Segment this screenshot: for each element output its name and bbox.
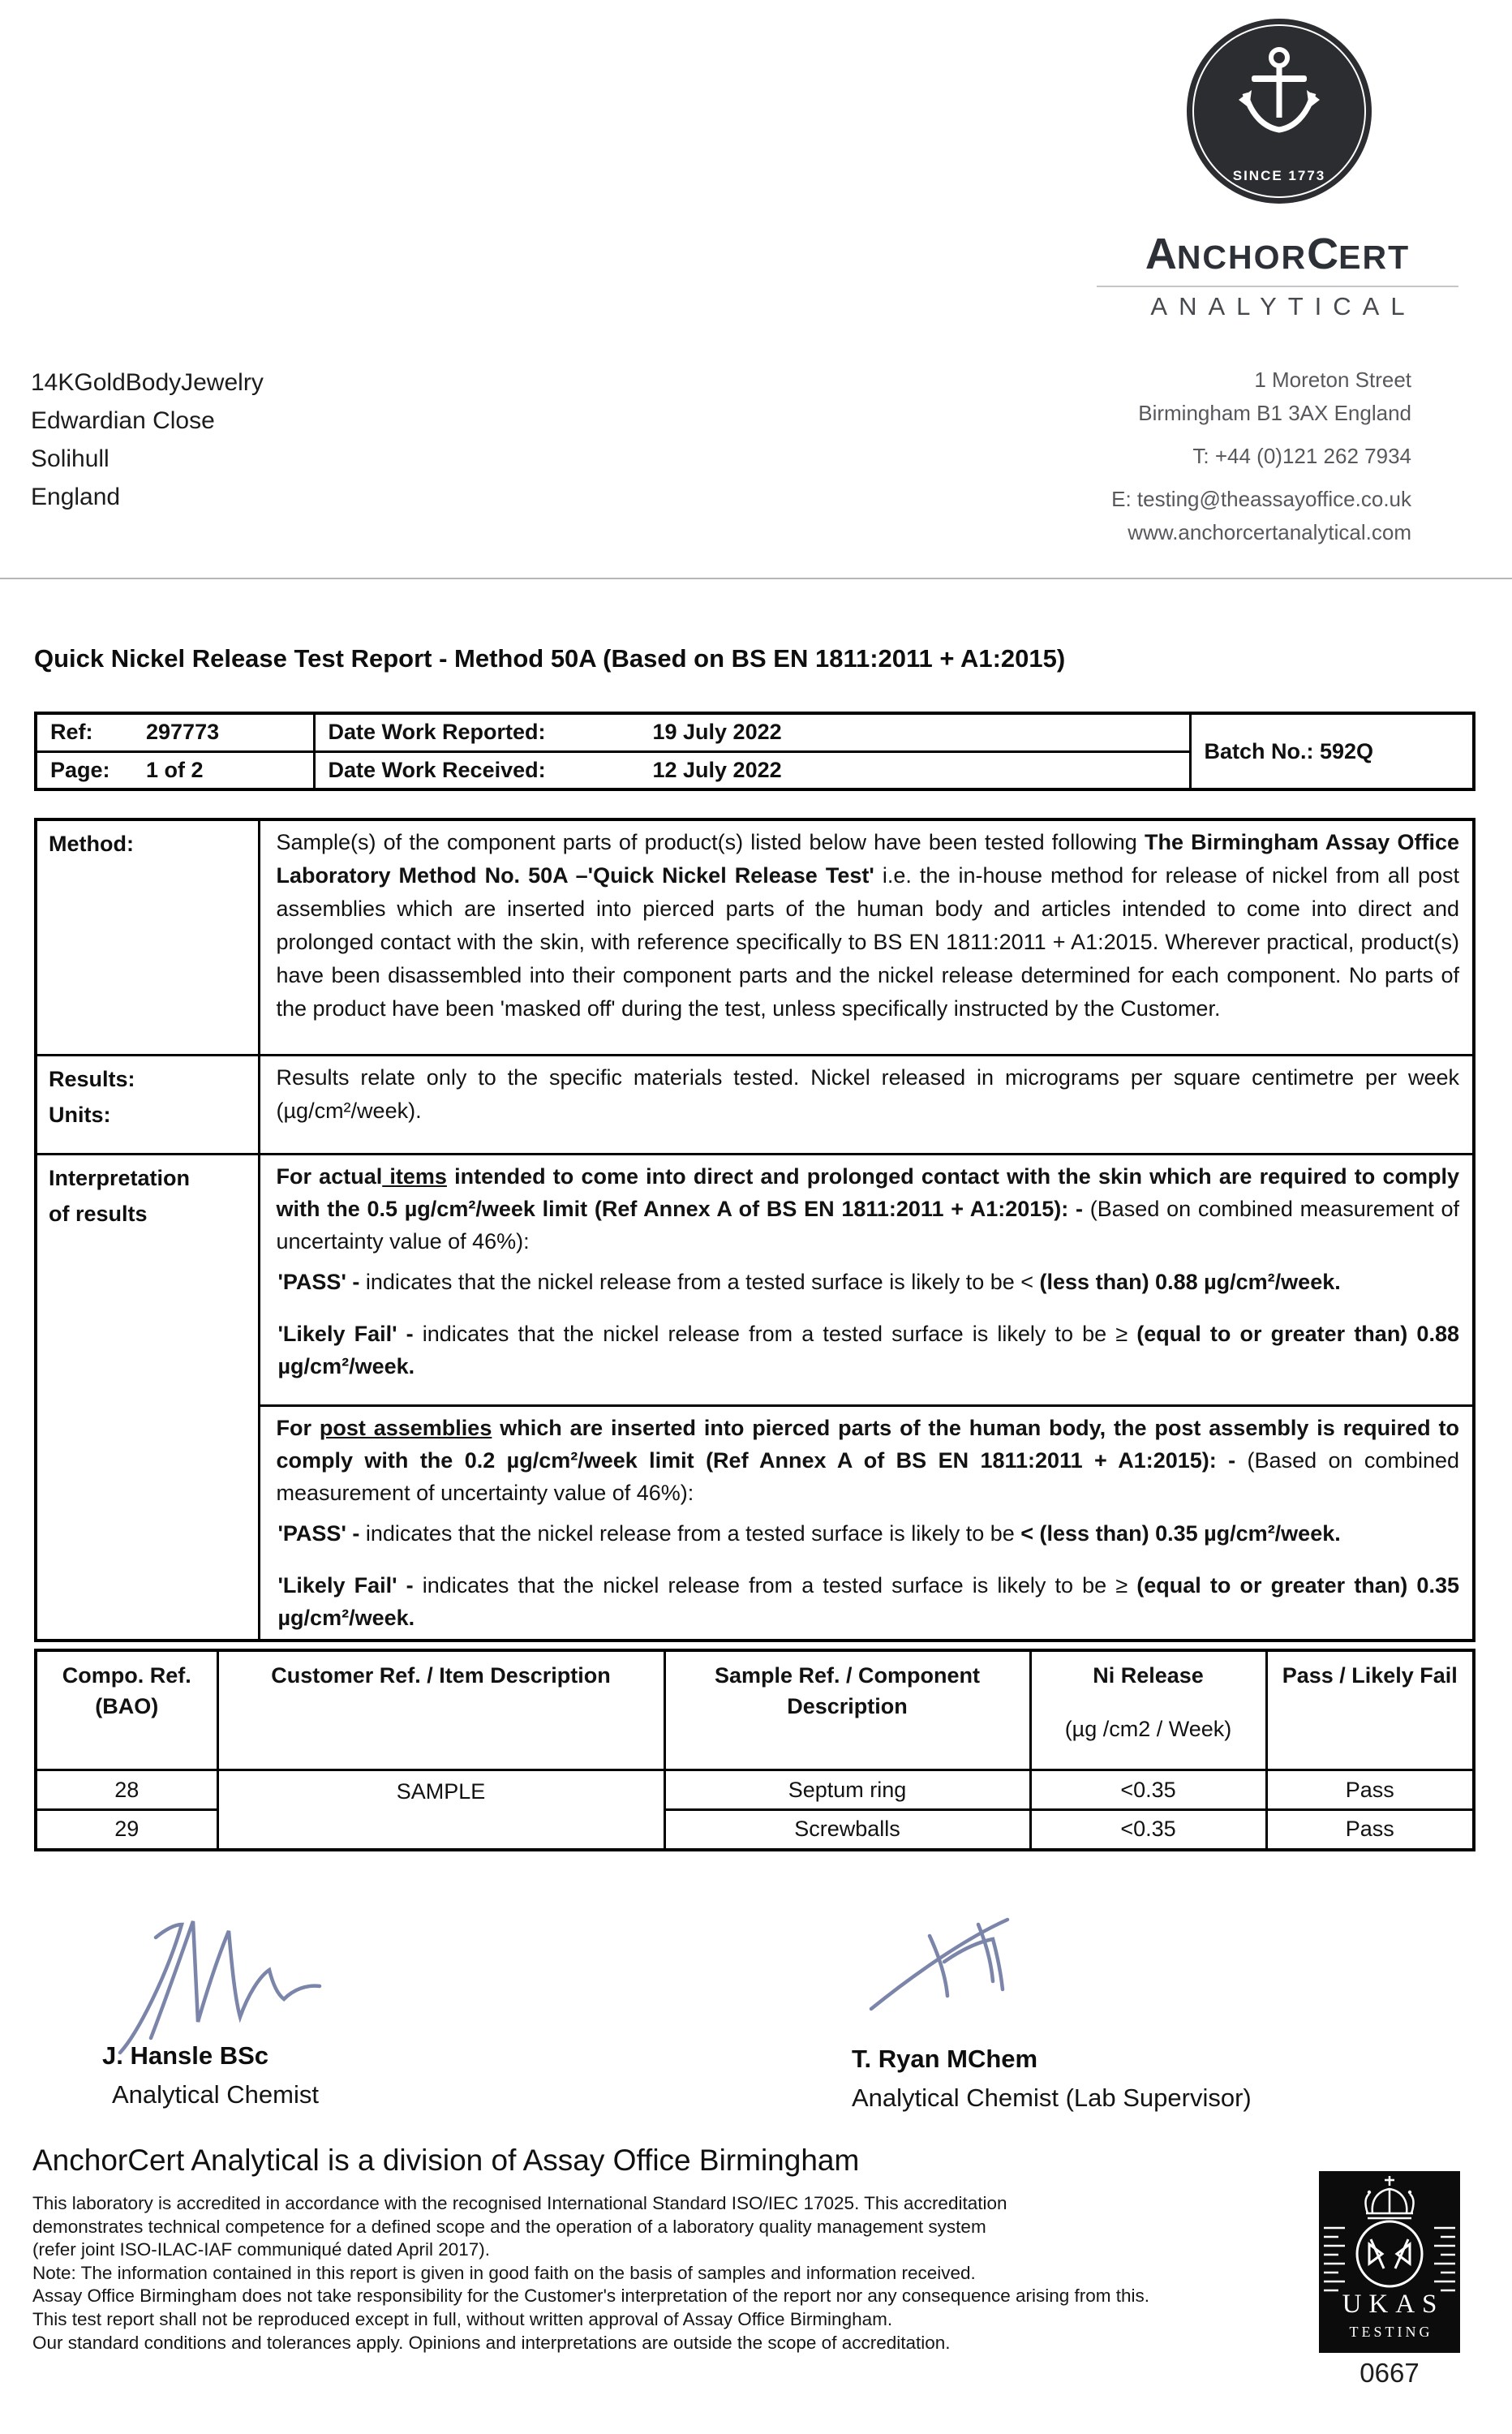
col-sample-ref: Sample Ref. / Component Description (664, 1650, 1030, 1770)
col-customer-ref: Customer Ref. / Item Description (217, 1650, 664, 1770)
table-row (36, 1770, 1474, 1810)
sample-ref-value: Septum ring (664, 1770, 1030, 1810)
ukas-accreditation-number: 0667 (1360, 2358, 1420, 2388)
results-table (34, 1649, 1475, 1851)
brand-wordmark (1087, 229, 1468, 279)
date-received-value: 12 July 2022 (652, 757, 782, 782)
compo-ref-value: 28 (36, 1770, 217, 1810)
signatory-name-right: T. Ryan MChem (852, 2045, 1038, 2073)
lab-contact-block (1006, 363, 1411, 549)
header-divider (0, 578, 1512, 579)
method-table (34, 818, 1475, 1642)
page-cell (36, 751, 314, 789)
page-label: Page: (50, 757, 110, 782)
report-title: Quick Nickel Release Test Report - Method 50A (Based on BS EN 1811:2011 + A1:2015) (34, 644, 1066, 673)
disclaimer-line: This laboratory is accredited in accordance with the recognised International Standard ISO/IEC 17025. This accreditation (32, 2193, 1007, 2213)
ref-cell (36, 713, 314, 751)
wordmark-letter: C (1307, 230, 1339, 278)
items-limit-text: For actual items intended to come into direct and prolonged contact with the skin which are required to comply with the 0.5 µg/cm²/week limit (Ref Annex A of BS EN 1811:2011 + A1:2015): - (Based on combined measurement of uncertainty value of 46%): (276, 1163, 1460, 1254)
posts-limit-text: For post assemblies which are inserted into pierced parts of the human body, the post assembly is required to comply with the 0.2 µg/cm²/week limit (Ref Annex A of BS EN 1811:2011 + A1:2015): - (Based on combined measurement of uncertainty value of 46%): (276, 1415, 1459, 1505)
customer-country: England (31, 484, 121, 510)
ukas-testing-logo (1319, 2171, 1460, 2353)
batch-number-cell: Batch No.: 592Q (1190, 713, 1474, 789)
ni-release-value: <0.35 (1030, 1810, 1266, 1850)
wordmark-letter: A (1145, 230, 1177, 278)
ni-release-value: <0.35 (1030, 1770, 1266, 1810)
brand-subtitle: ANALYTICAL (1150, 292, 1416, 320)
col-compo-ref: Compo. Ref. (BAO) (36, 1650, 217, 1770)
anchor-icon (1231, 46, 1328, 142)
method-text: Sample(s) of the component parts of product(s) listed below have been tested following The Birmingham Assay Office Laboratory Method No. 50A –'Quick Nickel Release Test' i.e. the in-house method for release of nickel from all post assemblies which are inserted into pierced parts of the human body and articles intended to come into direct and prolonged contact with the skin, with reference specifically to BS EN 1811:2011 + A1:2015. Wherever practical, product(s) have been disassembled into their component parts and the nickel release determined for each component. No parts of the product have been 'masked off' during the test, unless specifically instructed by the Customer. (259, 819, 1474, 1055)
date-reported-value: 19 July 2022 (652, 720, 782, 745)
footer-heading: AnchorCert Analytical is a division of Assay Office Birmingham (32, 2144, 860, 2177)
anchorcert-emblem (1187, 19, 1372, 204)
ukas-label: UKAS (1342, 2290, 1445, 2319)
results-table-header (36, 1650, 1474, 1770)
sample-ref-value: Screwballs (664, 1810, 1030, 1850)
items-fail-text: 'Likely Fail' - indicates that the nickel release from a tested surface is likely to be ≥ (equal to or greater than) 0.88 µg/cm²/week. (277, 1321, 1459, 1378)
date-received-label: Date Work Received: (328, 757, 546, 782)
signatory-name-left: J. Hansle BSc (102, 2041, 269, 2070)
date-reported-cell (314, 713, 1190, 751)
customer-address (31, 363, 264, 516)
ukas-crown-circle-icon (1319, 2171, 1460, 2301)
col-verdict: Pass / Likely Fail (1266, 1650, 1474, 1770)
interpretation-label: Interpretation of results (36, 1154, 259, 1641)
disclaimer-line: Assay Office Birmingham does not take responsibility for the Customer's interpretation of the report nor any consequence arising from this. (32, 2286, 1150, 2307)
customer-ref-value: SAMPLE (217, 1770, 664, 1850)
disclaimer-line: Our standard conditions and tolerances apply. Opinions and interpretations are outside the scope of accreditation. (32, 2332, 951, 2353)
ref-value: 297773 (146, 720, 220, 745)
since-1773-label: SINCE 1773 (1232, 168, 1326, 183)
results-units-label: Results: Units: (36, 1055, 259, 1154)
col-ni-release: Ni Release (µg /cm2 / Week) (1030, 1650, 1266, 1770)
interpretation-items-block (259, 1154, 1474, 1405)
report-body (34, 818, 1472, 1851)
wordmark-letters: NCHOR (1176, 239, 1308, 276)
wordmark-divider (1097, 286, 1458, 287)
disclaimer-line: demonstrates technical competence for a defined scope and the operation of a laboratory quality management system (32, 2216, 986, 2237)
lab-website: www.anchorcertanalytical.com (1128, 520, 1411, 544)
ukas-testing-label: TESTING (1349, 2324, 1433, 2340)
items-pass-text: 'PASS' - indicates that the nickel release from a tested surface is likely to be < (less than) 0.88 µg/cm²/week. (277, 1269, 1341, 1294)
posts-pass-text: 'PASS' - indicates that the nickel release from a tested surface is likely to be < (less than) 0.35 µg/cm²/week. (277, 1520, 1341, 1546)
lab-city: Birmingham B1 3AX England (1138, 401, 1411, 425)
disclaimer-line: This test report shall not be reproduced except in full, without written approval of Assay Office Birmingham. (32, 2308, 893, 2329)
verdict-value: Pass (1266, 1810, 1474, 1850)
verdict-value: Pass (1266, 1770, 1474, 1810)
compo-ref-value: 29 (36, 1810, 217, 1850)
customer-street: Edwardian Close (31, 407, 215, 434)
report-meta-table (34, 712, 1475, 791)
footer-disclaimer (32, 2192, 1149, 2354)
interpretation-posts-block (259, 1405, 1474, 1641)
disclaimer-line: Note: The information contained in this report is given in good faith on the basis of samples and information received. (32, 2262, 976, 2283)
lab-email: E: testing@theassayoffice.co.uk (1111, 487, 1411, 511)
lab-phone: T: +44 (0)121 262 7934 (1192, 444, 1411, 468)
posts-fail-text: 'Likely Fail' - indicates that the nickel release from a tested surface is likely to be ≥ (equal to or greater than) 0.35 µg/cm²/week. (277, 1572, 1459, 1630)
signatory-role-right: Analytical Chemist (Lab Supervisor) (852, 2084, 1252, 2112)
disclaimer-line: (refer joint ISO-ILAC-IAF communiqué dated April 2017). (32, 2239, 490, 2260)
customer-town: Solihull (31, 445, 110, 472)
ref-label: Ref: (50, 720, 93, 745)
date-reported-label: Date Work Reported: (328, 720, 546, 745)
method-label: Method: (36, 819, 259, 1055)
date-received-cell (314, 751, 1190, 789)
customer-name: 14KGoldBodyJewelry (31, 369, 264, 396)
page-value: 1 of 2 (146, 757, 204, 782)
signatory-role-left: Analytical Chemist (112, 2080, 319, 2109)
signature-right (853, 1910, 1056, 2028)
signature-left (104, 1899, 347, 2061)
wordmark-letters: ERT (1338, 239, 1411, 276)
ni-release-unit: (µg /cm2 / Week) (1064, 1716, 1232, 1741)
results-units-text: Results relate only to the specific materials tested. Nickel released in micrograms per square centimetre per week (µg/cm²/week). (259, 1055, 1474, 1154)
lab-street: 1 Moreton Street (1254, 368, 1411, 392)
